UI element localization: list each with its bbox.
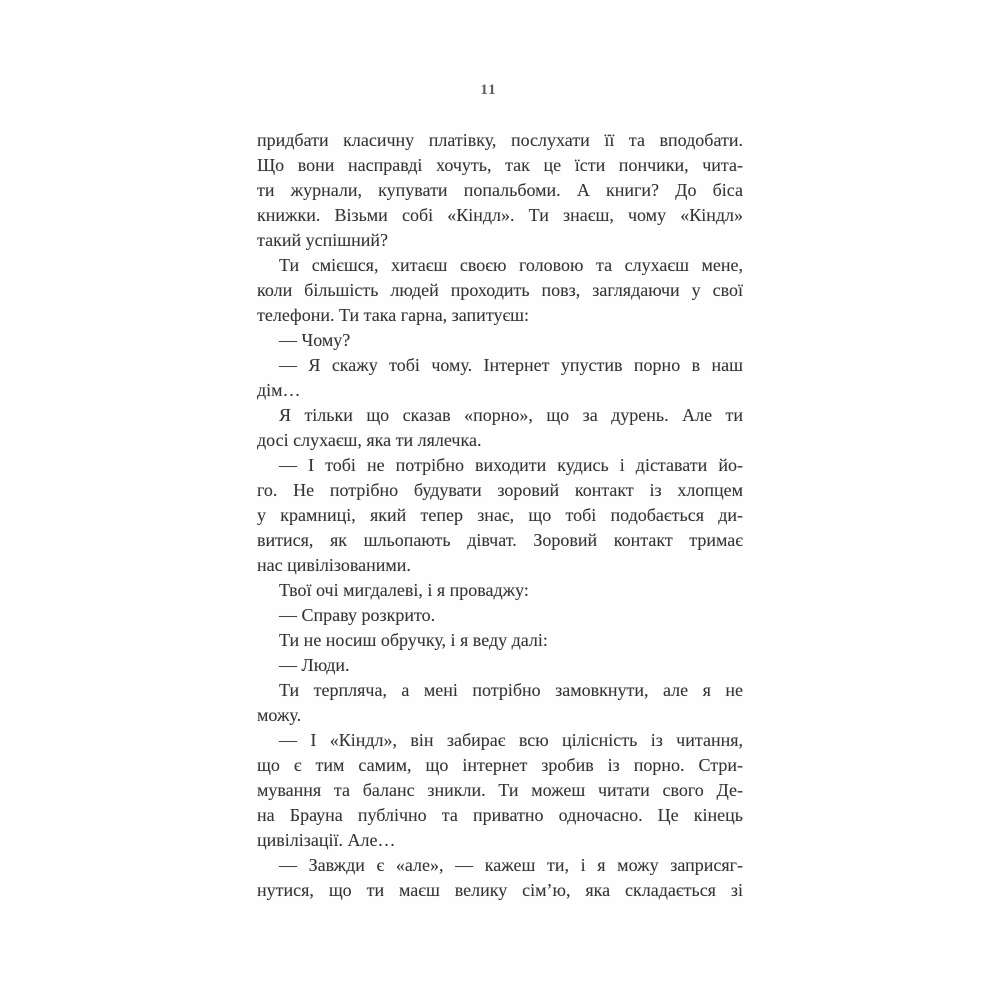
text-line: Що вони насправді хочуть, так це їсти пончики, чита- xyxy=(257,155,743,175)
text-line: досі слухаєш, яка ти лялечка. xyxy=(257,430,482,450)
text-line: Ти терпляча, а мені потрібно замовкнути, але я не xyxy=(279,680,743,700)
text-line: телефони. Ти така гарна, запитуєш: xyxy=(257,305,530,325)
text-line: го. Не потрібно будувати зоровий контакт із хлопцем xyxy=(257,480,743,500)
text-line: дім… xyxy=(257,380,301,400)
paragraph xyxy=(257,128,743,253)
text-line: нутися, що ти маєш велику сім’ю, яка складається зі xyxy=(257,880,743,900)
paragraph xyxy=(257,453,743,578)
text-line: мування та баланс зникли. Ти можеш читати свого Де- xyxy=(257,780,743,800)
text-line: коли більшість людей проходить повз, заглядаючи у свої xyxy=(257,280,743,300)
text-line: витися, як шльопають дівчат. Зоровий контакт тримає xyxy=(257,530,743,550)
paragraph xyxy=(257,403,743,453)
text-line: — І «Кіндл», він забирає всю цілісність із читання, xyxy=(279,730,743,750)
text-line: цивілізації. Але… xyxy=(257,830,396,850)
text-block xyxy=(257,128,743,903)
text-line: — Я скажу тобі чому. Інтернет упустив порно в наш xyxy=(279,355,743,375)
paragraph xyxy=(257,628,743,653)
paragraph xyxy=(257,853,743,903)
text-line: — Завжди є «але», — кажеш ти, і я можу заприсяг- xyxy=(279,855,743,875)
paragraph xyxy=(257,653,743,678)
text-line: — Люди. xyxy=(279,655,350,675)
text-line: на Брауна публічно та приватно одночасно. Це кінець xyxy=(257,805,743,825)
text-line: Ти не носиш обручку, і я веду далі: xyxy=(279,630,548,650)
paragraph xyxy=(257,328,743,353)
text-line: — Справу розкрито. xyxy=(279,605,436,625)
text-line: Твої очі мигдалеві, і я проваджу: xyxy=(279,580,529,600)
text-line: що є тим самим, що інтернет зробив із порно. Стри- xyxy=(257,755,743,775)
text-line: можу. xyxy=(257,705,302,725)
paragraph xyxy=(257,578,743,603)
text-line: у крамниці, який тепер знає, що тобі подобається ди- xyxy=(257,505,743,525)
text-line: такий успішний? xyxy=(257,230,388,250)
paragraph xyxy=(257,603,743,628)
paragraph xyxy=(257,253,743,328)
paragraph xyxy=(257,678,743,728)
page-number: 11 xyxy=(480,82,497,98)
text-line: — І тобі не потрібно виходити кудись і діставати йо- xyxy=(279,455,743,475)
text-line: — Чому? xyxy=(279,330,351,350)
text-line: Ти смієшся, хитаєш своєю головою та слухаєш мене, xyxy=(279,255,743,275)
text-line: книжки. Візьми собі «Кіндл». Ти знаєш, чому «Кіндл» xyxy=(257,205,743,225)
paragraph xyxy=(257,353,743,403)
text-line: нас цивілізованими. xyxy=(257,555,411,575)
text-line: придбати класичну платівку, послухати її та вподобати. xyxy=(257,130,743,150)
text-line: ти журнали, купувати попальбоми. А книги? До біса xyxy=(257,180,743,200)
text-line: Я тільки що сказав «порно», що за дурень. Але ти xyxy=(279,405,743,425)
paragraph xyxy=(257,728,743,853)
